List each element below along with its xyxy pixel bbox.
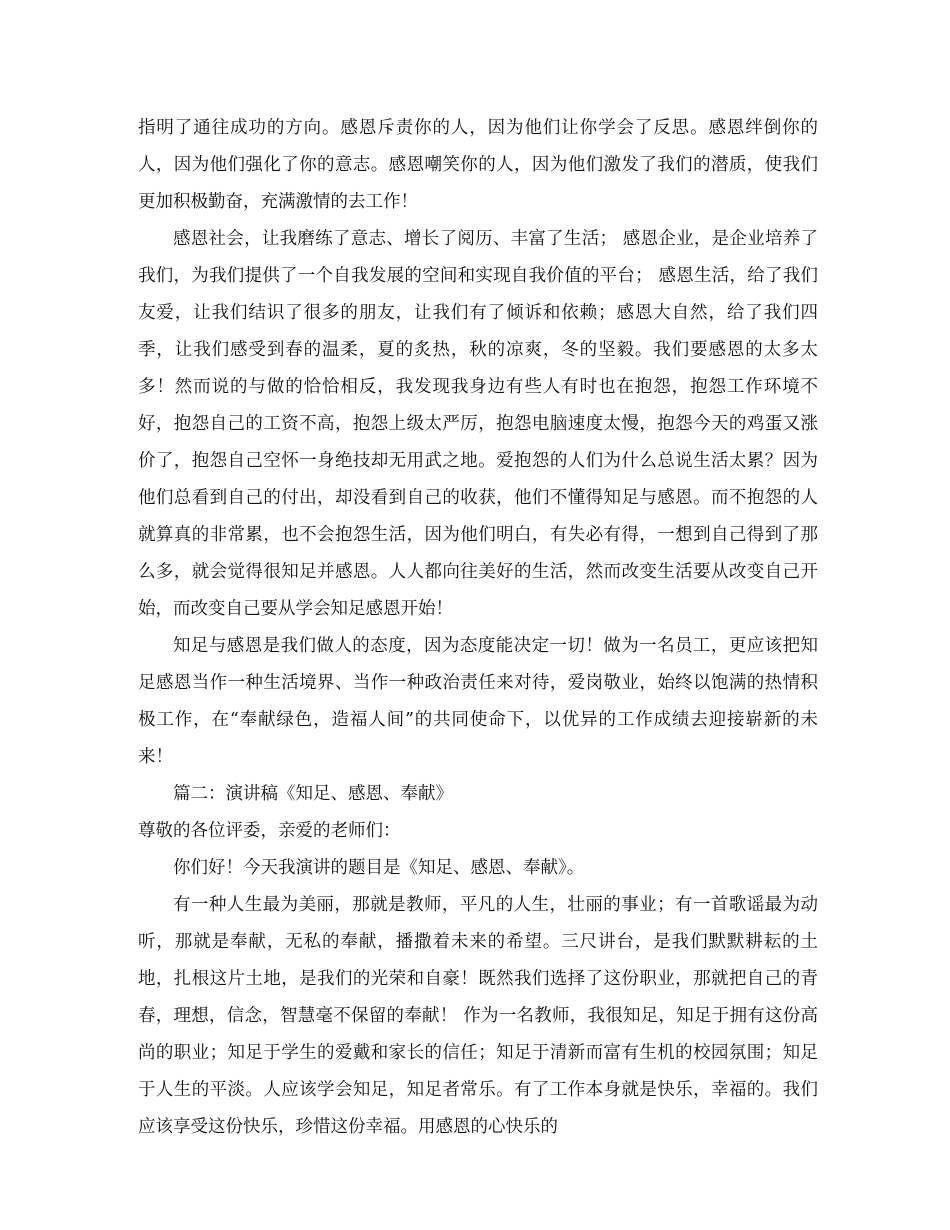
section-heading: 篇二：演讲稿《知足、感恩、奉献》 <box>173 784 453 804</box>
paragraph-1: 指明了通往成功的方向。感恩斥责你的人，因为他们让你学会了反思。感恩绊倒你的人，因为他们强化了你的意志。感恩嘲笑你的人，因为他们激发了我们的潜质，使我们更加积极勤奋，充满激情的去工作！ <box>138 118 818 212</box>
paragraph-2: 感恩社会，让我磨练了意志、增长了阅历、丰富了生活； 感恩企业，是企业培养了我们，为我们提供了一个自我发展的空间和实现自我价值的平台； 感恩生活，给了我们友爱，让我们结识了很多的朋友，让我们有了倾诉和依赖；感恩大自然，给了我们四季，让我们感受到春的温柔，夏的炙热，秋的凉爽，冬的坚毅。我们要感恩的太多太多！然而说的与做的恰恰相反，我发现我身边有些人有时也在抱怨，抱怨工作环境不好，抱怨自己的工资不高，抱怨上级太严厉，抱怨电脑速度太慢，抱怨今天的鸡蛋又涨价了，抱怨自己空怀一身绝技却无用武之地。爱抱怨的人们为什么总说生活太累？因为他们总看到自己的付出，却没看到自己的收获，他们不懂得知足与感恩。而不抱怨的人就算真的非常累，也不会抱怨生活，因为他们明白，有失必有得，一想到自己得到了那么多，就会觉得很知足并感恩。人人都向往美好的生活，然而改变生活要从改变自己开始，而改变自己要从学会知足感恩开始！ <box>138 229 818 619</box>
paragraph-7: 有一种人生最为美丽，那就是教师，平凡的人生，壮丽的事业；有一首歌谣最为动听，那就是奉献，无私的奉献，播撒着未来的希望。三尺讲台，是我们默默耕耘的土地，扎根这片土地，是我们的光荣和自豪！既然我们选择了这份职业，那就把自己的青春，理想，信念，智慧毫不保留的奉献！ 作为一名教师，我很知足，知足于拥有这份高尚的职业；知足于学生的爱戴和家长的信任；知足于清新而富有生机的校园氛围；知足于人生的平淡。人应该学会知足，知足者常乐。有了工作本身就是快乐，幸福的。我们应该享受这份快乐，珍惜这份幸福。用感恩的心快乐的 <box>138 895 818 1137</box>
document-page <box>138 110 818 1146</box>
greeting: 你们好！今天我演讲的题目是《知足、感恩、奉献》。 <box>173 858 585 878</box>
salutation: 尊敬的各位评委，亲爱的老师们： <box>138 821 401 841</box>
paragraph-3: 知足与感恩是我们做人的态度，因为态度能决定一切！做为一名员工，更应该把知足感恩当作一种生活境界、当作一种政治责任来对待，爱岗敬业，始终以饱满的热情积极工作，在“奉献绿色，造福人间”的共同使命下，以优异的工作成绩去迎接崭新的未来！ <box>138 636 818 767</box>
